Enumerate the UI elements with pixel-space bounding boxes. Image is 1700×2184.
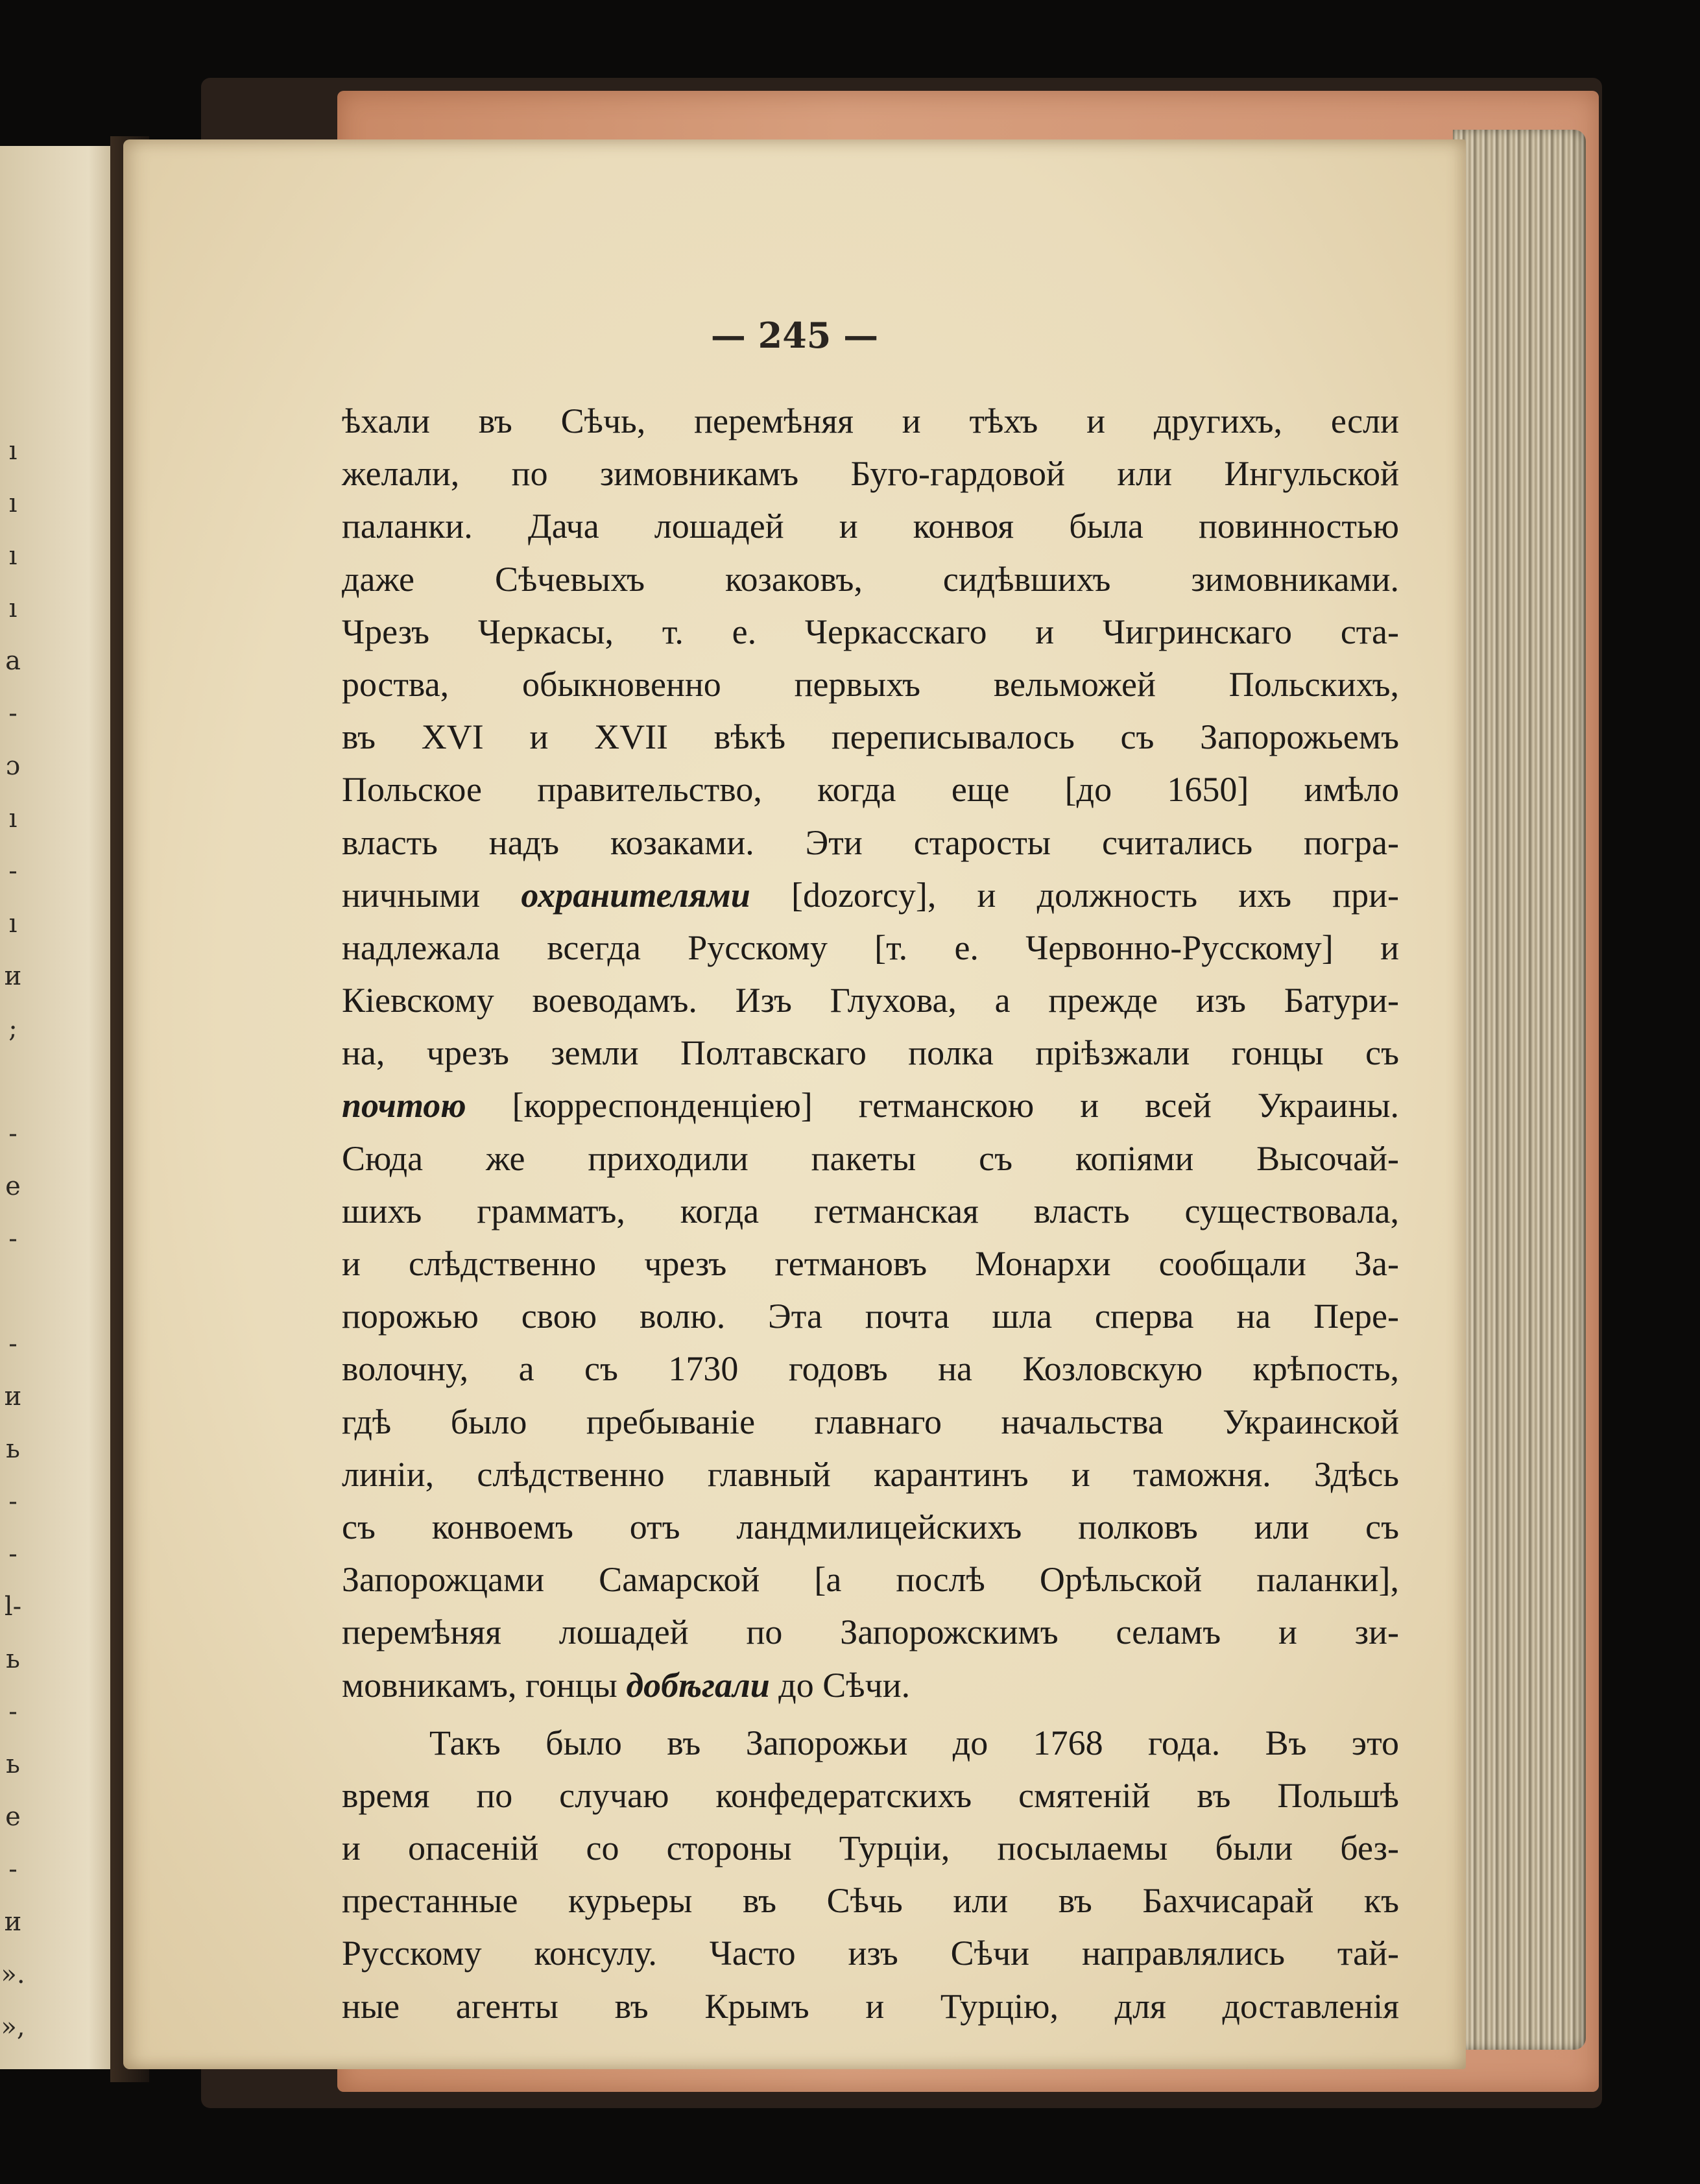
previous-page-fragment: ı: [8, 909, 18, 939]
previous-page-fragment: ı: [8, 804, 18, 834]
text-line: [342, 500, 1399, 553]
text-line: [342, 1659, 1399, 1712]
previous-page-fragment: ı: [8, 488, 18, 518]
text-line: [342, 1133, 1399, 1185]
text-run: и слѣдственно чрезъ гетмановъ Монархи сообщали За-: [342, 1244, 1399, 1283]
previous-page-fragment: и: [4, 1907, 22, 1937]
text-line: [342, 1822, 1399, 1875]
text-run: линіи, слѣдственно главный карантинъ и таможня. Здѣсь: [342, 1454, 1399, 1494]
previous-page-fragment: -: [8, 1487, 18, 1517]
text-run: Польское правительство, когда еще [до 1650] имѣло: [342, 770, 1399, 810]
text-line: [342, 1554, 1399, 1606]
previous-page-fragment: [0, 1266, 26, 1318]
previous-page-fragment: -: [8, 1854, 18, 1884]
text-line: [342, 1079, 1399, 1132]
previous-page-fragment: ь: [6, 1644, 20, 1674]
text-run: порожью свою волю. Эта почта шла сперва на Пере-: [342, 1297, 1399, 1336]
text-run: гдѣ было пребываніе главнаго начальства Украинской: [342, 1402, 1399, 1441]
text-run: съ конвоемъ отъ ландмилицейскихъ полковъ или съ: [342, 1507, 1399, 1546]
text-line: [342, 1396, 1399, 1448]
text-run: Кіевскому воеводамъ. Изъ Глухова, а прежде изъ Батури-: [342, 981, 1399, 1020]
text-line: [342, 395, 1399, 448]
text-run: шихъ грамматъ, когда гетманская власть существовала,: [342, 1191, 1399, 1230]
previous-page-fragment: ı: [8, 436, 18, 466]
previous-page-fragment: -: [8, 856, 18, 886]
text-line: [342, 1343, 1399, 1395]
previous-page-fragment: ı: [8, 541, 18, 571]
previous-page-fragment: ;: [8, 1014, 18, 1044]
text-run: паланки. Дача лошадей и конвоя была повинностью: [342, 507, 1399, 546]
text-line: [342, 1185, 1399, 1238]
text-run: ѣхали въ Сѣчь, перемѣняя и тѣхъ и другихъ, если: [342, 402, 1399, 440]
text-run: роства, обыкновенно первыхъ вельможей Польскихъ,: [342, 664, 1399, 704]
previous-page-fragment: -: [8, 1329, 18, 1359]
text-line: [342, 1238, 1399, 1290]
text-line: [342, 658, 1399, 711]
text-line: [342, 553, 1399, 606]
text-run: до Сѣчи.: [769, 1665, 911, 1705]
previous-page-fragment: »,: [1, 2012, 25, 2042]
text-line: [342, 1501, 1399, 1554]
text-line: [342, 1290, 1399, 1343]
text-line: [342, 1980, 1399, 2033]
text-run: [dozorcy], и должность ихъ при-: [750, 875, 1399, 915]
text-run: время по случаю конфедератскихъ смятеній въ Польшѣ: [342, 1775, 1399, 1815]
previous-page-fragment: -: [8, 699, 18, 728]
page-edges: [1453, 130, 1586, 2050]
text-run: ные агенты въ Крымъ и Турцію, для доставленія: [342, 1986, 1399, 2026]
text-line: [342, 711, 1399, 763]
previous-page-fragment: -: [8, 1539, 18, 1569]
text-line: [342, 1770, 1399, 1822]
emphasized-word: охранителями: [521, 875, 750, 915]
text-run: и опасеній со стороны Турціи, посылаемы были без-: [342, 1829, 1399, 1868]
emphasized-word: добѣгали: [626, 1665, 770, 1705]
text-line: [342, 1027, 1399, 1079]
previous-page-fragment: ».: [1, 1960, 25, 1989]
text-line: [342, 448, 1399, 500]
text-run: Чрезъ Черкасы, т. е. Черкасскаго и Чигринскаго ста-: [342, 612, 1399, 651]
previous-page-fragment: a: [5, 646, 21, 676]
text-line: [342, 606, 1399, 658]
text-line: [342, 1606, 1399, 1659]
previous-page-fragments: [0, 425, 26, 2054]
text-run: въ XVI и XVII вѣкѣ переписывалось съ Запорожьемъ: [342, 717, 1399, 757]
text-run: Русскому консулу. Часто изъ Сѣчи направлялись тай-: [342, 1934, 1399, 1973]
text-run: надлежала всегда Русскому [т. е. Червонно-Русскому] и: [342, 928, 1399, 967]
previous-page-fragment: l-: [4, 1592, 22, 1622]
previous-page-fragment: -: [8, 1224, 18, 1254]
text-run: Запорожцами Самарской [а послѣ Орѣльской паланки],: [342, 1560, 1399, 1600]
text-run: мовникамъ, гонцы: [342, 1665, 627, 1705]
text-run: [корреспонденціею] гетманскою и всей Украины.: [466, 1086, 1399, 1125]
text-run: власть надъ козаками. Эти старосты считались погра-: [342, 822, 1399, 862]
previous-page-fragment: ı: [8, 594, 18, 623]
text-run: перемѣняя лошадей по Запорожскимъ селамъ и зи-: [342, 1613, 1399, 1652]
previous-page-fragment: и: [4, 1382, 22, 1411]
previous-page-fragment: e: [5, 1802, 21, 1832]
text-run: даже Сѣчевыхъ козаковъ, сидѣвшихъ зимовниками.: [342, 559, 1399, 599]
text-line: [342, 817, 1399, 869]
text-run: волочну, а съ 1730 годовъ на Козловскую крѣпость,: [342, 1349, 1399, 1389]
text-line: [342, 1875, 1399, 1927]
book-page: [123, 139, 1466, 2069]
emphasized-word: почтою: [342, 1086, 466, 1125]
text-line: [342, 1717, 1399, 1770]
previous-page-fragment: ь: [6, 1749, 20, 1779]
previous-page: [0, 146, 126, 2069]
text-line: [342, 1448, 1399, 1501]
text-line: [342, 869, 1399, 922]
text-line: [342, 974, 1399, 1027]
text-run: Сюда же приходили пакеты съ копіями Высочай-: [342, 1138, 1399, 1178]
text-run: Такъ было въ Запорожьи до 1768 года. Въ это: [429, 1723, 1399, 1762]
text-run: желали, по зимовникамъ Буго-гардовой или Ингульской: [342, 454, 1399, 494]
previous-page-fragment: -: [8, 1697, 18, 1727]
text-run: ничными: [342, 875, 521, 915]
previous-page-fragment: e: [5, 1171, 21, 1201]
text-run: престанные курьеры въ Сѣчь или въ Бахчисарай къ: [342, 1881, 1399, 1921]
text-run: на, чрезъ земли Полтавскаго полка пріѣзжали гонцы съ: [342, 1033, 1399, 1073]
previous-page-fragment: [0, 1055, 26, 1108]
previous-page-fragment: и: [4, 961, 22, 991]
page-number: — 245 —: [710, 315, 879, 356]
previous-page-fragment: ь: [6, 1434, 20, 1464]
text-line: [342, 922, 1399, 974]
previous-page-fragment: ɔ: [5, 751, 21, 781]
previous-page-fragment: -: [8, 1119, 18, 1149]
page-body-text: [342, 395, 1399, 2033]
text-line: [342, 763, 1399, 816]
text-line: [342, 1927, 1399, 1980]
